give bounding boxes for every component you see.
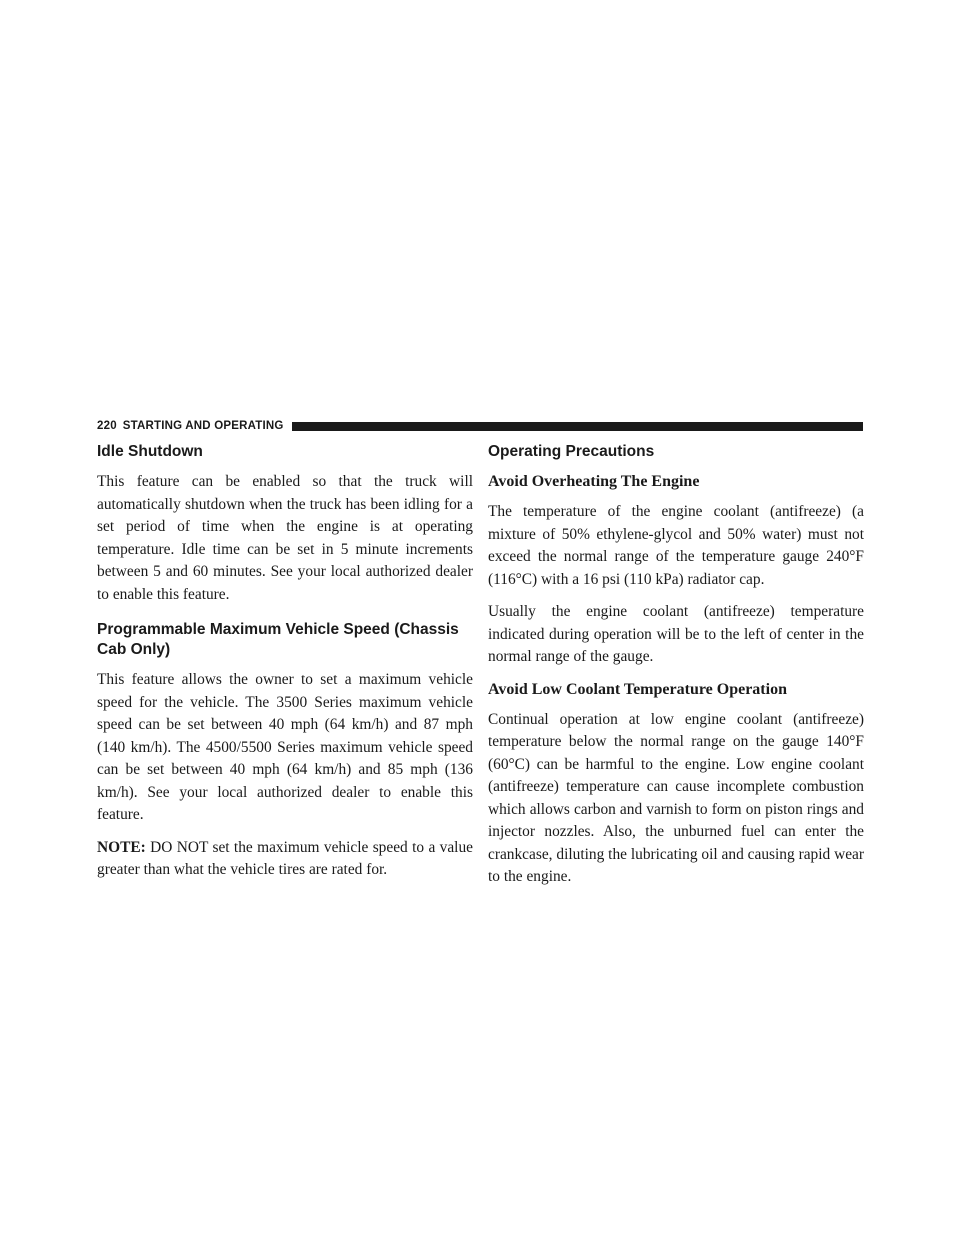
overheating-body-2: Usually the engine coolant (antifreeze) temperature indicated during operation will be to the left of center in the normal range of the gauge. (488, 603, 864, 665)
overheating-heading: Avoid Overheating The Engine (488, 473, 700, 490)
section-title: STARTING AND OPERATING (122, 420, 284, 432)
note-text: DO NOT set the maximum vehicle speed to a value greater than what the vehicle tires are rated for. (97, 838, 473, 878)
low-coolant-heading: Avoid Low Coolant Temperature Operation (488, 680, 787, 698)
idle-shutdown-heading: Idle Shutdown (97, 443, 203, 460)
page-header (97, 418, 863, 434)
low-coolant-body: Continual operation at low engine coolant (antifreeze) temperature below the normal range on the gauge 140°F (60°C) can be harmful to the engine. Low engine coolant (antifreeze) temperature can cause incomplete combustion which allows carbon and varnish to form on piston rings and injector nozzles. Also, the unburned fuel can enter the crankcase, diluting the lubricating oil and causing rapid wear to the engine. (488, 710, 864, 885)
note-label: NOTE: (97, 838, 146, 856)
operating-precautions-heading: Operating Precautions (488, 443, 655, 460)
max-speed-heading: Programmable Maximum Vehicle Speed (Chassis Cab Only) (97, 621, 459, 658)
max-speed-body: This feature allows the owner to set a maximum vehicle speed for the vehicle. The 3500 Series maximum vehicle speed can be set between 40 mph (64 km/h) and 87 mph (140 km/h). The 4500/5500 Series maximum vehicle speed can be set between 40 mph (64 km/h) and 85 mph (136 km/h). See your local authorized dealer to enable this feature. (97, 671, 473, 823)
idle-shutdown-body: This feature can be enabled so that the truck will automatically shutdown when the truck has been idling for a set period of time when the engine is at operating temperature. Idle time can be set in 5 minute increments between 5 and 60 minutes. See your local authorized dealer to enable this feature. (97, 473, 473, 603)
overheating-body-1: The temperature of the engine coolant (antifreeze) (a mixture of 50% ethylene-glycol and 50% water) must not exceed the normal range of the temperature gauge 240°F (116°C) with a 16 psi (110 kPa) radiator cap. (488, 503, 864, 588)
left-column (97, 442, 473, 892)
header-rule (292, 422, 863, 431)
page-number: 220 (97, 420, 117, 432)
right-column (488, 442, 864, 899)
note-paragraph (97, 837, 473, 882)
